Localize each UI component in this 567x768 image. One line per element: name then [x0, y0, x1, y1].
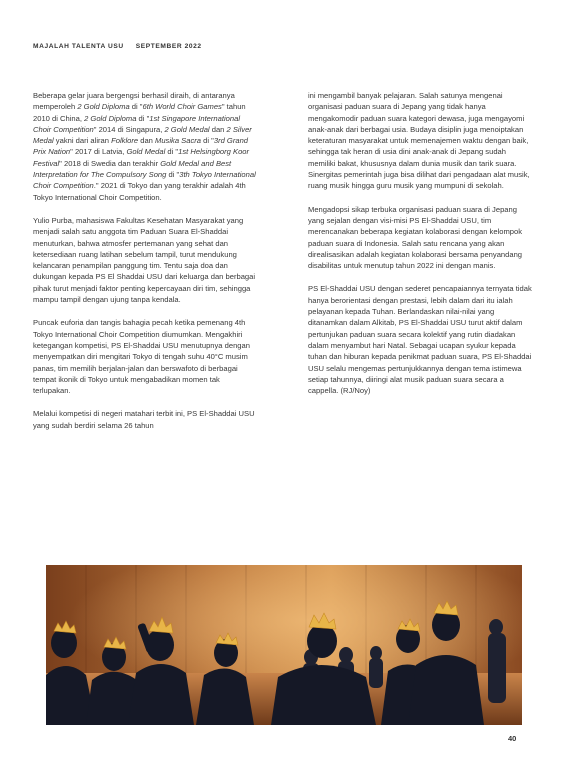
italic-run: 2 Gold Diploma	[77, 102, 130, 112]
right-column	[308, 90, 534, 396]
italic-run: Musika Sacra	[155, 136, 202, 146]
choir-photo	[46, 565, 522, 725]
text-run: " tahun 2010 di China,	[33, 102, 246, 123]
text-run: di "	[136, 113, 150, 123]
text-run: " 2017 di Latvia,	[70, 147, 127, 157]
text-run: di "	[129, 102, 143, 112]
italic-run: Gold Medal	[126, 147, 166, 157]
text-run: " 2018 di Swedia dan terakhir	[59, 158, 161, 168]
left-paragraph-yulio: Yulio Purba, mahasiswa Fakultas Kesehatan Masyarakat yang menjadi salah satu anggota tim Paduan Suara El-Shaddai menuturkan, bahwa atmosfer pertemanan yang sehat dan ketersediaan ruang latihan sebelum tampil, turut mendukung kelancaran penampilan panggung tim. Tentu saja doa dan dukungan kepada PS El Shaddai USU dari keluarga dan berbagai pihak turut menjadi faktor penting kepercayaan diri tim, sehingga mampu tampil dengan ujung tanpa kendala.	[33, 215, 256, 305]
italic-run: 1st Singapore International Choir Competition	[33, 113, 241, 134]
choir-performance-illustration	[46, 565, 522, 725]
italic-run: 2 Silver Medal	[33, 124, 252, 146]
left-paragraph-achievements	[33, 90, 259, 203]
magazine-name: MAJALAH TALENTA USU	[33, 43, 124, 50]
left-paragraph-lessons: Melalui kompetisi di negeri matahari terbit ini, PS El-Shaddai USU yang sudah berdiri selama 26 tahun	[33, 409, 255, 430]
text-run: di "	[165, 147, 179, 157]
running-header	[33, 43, 202, 50]
right-paragraph-collaboration: Mengadopsi sikap terbuka organisasi paduan suara di Jepang yang sejalan dengan visi-misi PS El-Shaddai USU, tim merencanakan beberapa kegiatan kolaborasi dengan kelompok paduan suara di Indonesia. Salah satu rencana yang akan direalisasikan adalah kegiatan kolaborasi bersama penyandang disabilitas untuk menutup tahun 2022 ini dengan manis.	[308, 204, 523, 271]
text-run: yakni dari aliran	[53, 136, 112, 146]
right-paragraph-service: PS El-Shaddai USU dengan sederet pencapaiannya ternyata tidak hanya berorientasi dengan prestasi, lebih dalam dari itu ialah pelayanan kepada Tuhan. Berlandaskan nilai-nilai yang ditanamkan dalam Alkitab, PS El-Shaddai USU turut aktif dalam pertunjukan paduan suara secara kolektif yang rutin diadakan dalam menyambut hari Natal. Sebagai ucapan syukur kepada tuhan dan hiburan kepada penikmat paduan suara, PS El-Shaddai USU selalu mengemas pertunjukkannya dengan tema istimewa setiap tahunnya, diiringi alat musik paduan suara secara a cappella. (RJ/Noy)	[308, 284, 532, 396]
italic-run: 2 Gold Diploma	[84, 113, 137, 123]
italic-run: Folklore	[111, 136, 139, 146]
italic-run: 2 Gold Medal	[164, 124, 210, 134]
italic-run: 6th World Choir Games	[142, 102, 222, 112]
text-run: ." 2021 di Tokyo dan yang terakhir adalah 4th Tokyo International Choir Competition.	[33, 181, 246, 202]
italic-run: 3rd Grand Prix Nation	[33, 136, 249, 157]
text-run: dan	[209, 124, 227, 134]
left-paragraph-euphoria: Puncak euforia dan tangis bahagia pecah ketika pemenang 4th Tokyo International Choir Competition diumumkan. Mengakhiri ketegangan kompetisi, PS El-Shaddai USU menutupnya dengan menyempatkan diri mengitari Tokyo di tengah suhu 40°C musim panas, tim memilih berjalan-jalan dan berswafoto di berbagai tempat ikonik di Tokyo untuk mengabadikan momen tak terlupakan.	[33, 318, 250, 396]
italic-run: 1st Helsingborg Koor Festival	[33, 147, 250, 168]
right-paragraph-japan: ini mengambil banyak pelajaran. Salah satunya mengenai organisasi paduan suara di Jepang yang tidak hanya mengakomodir paduan suara kategori dewasa, juga mengayomi anak-anak dari berbagai usia. Budaya disiplin juga menoiptakan keteraturan masyarakat untuk memenajemen waktu dengan baik, sehingga tak heran di usia dini anak-anak di Jepang sudah memiliki bakat, khususnya dalam dunia musik dan tarik suara. Sinergitas pemerintah juga bisa dilihat dari pengadaan alat musik, ruang musik hingga guru musik yang mumpuni di sekolah.	[308, 91, 530, 191]
text-run: di "	[166, 170, 180, 180]
italic-run: 3th Tokyo International Choir Competition	[33, 170, 256, 191]
text-run: Beberapa gelar juara bergengsi berhasil diraih, di antaranya memperoleh	[33, 91, 235, 112]
text-run: di "	[201, 136, 214, 146]
issue-date: SEPTEMBER 2022	[135, 43, 202, 50]
left-column	[33, 90, 259, 431]
italic-run: Gold Medal and Best Interpretation for The Compulsory Song	[33, 158, 232, 180]
text-run: dan	[138, 136, 155, 146]
page-number: 40	[508, 734, 517, 743]
text-run: " 2014 di Singapura,	[93, 124, 165, 134]
